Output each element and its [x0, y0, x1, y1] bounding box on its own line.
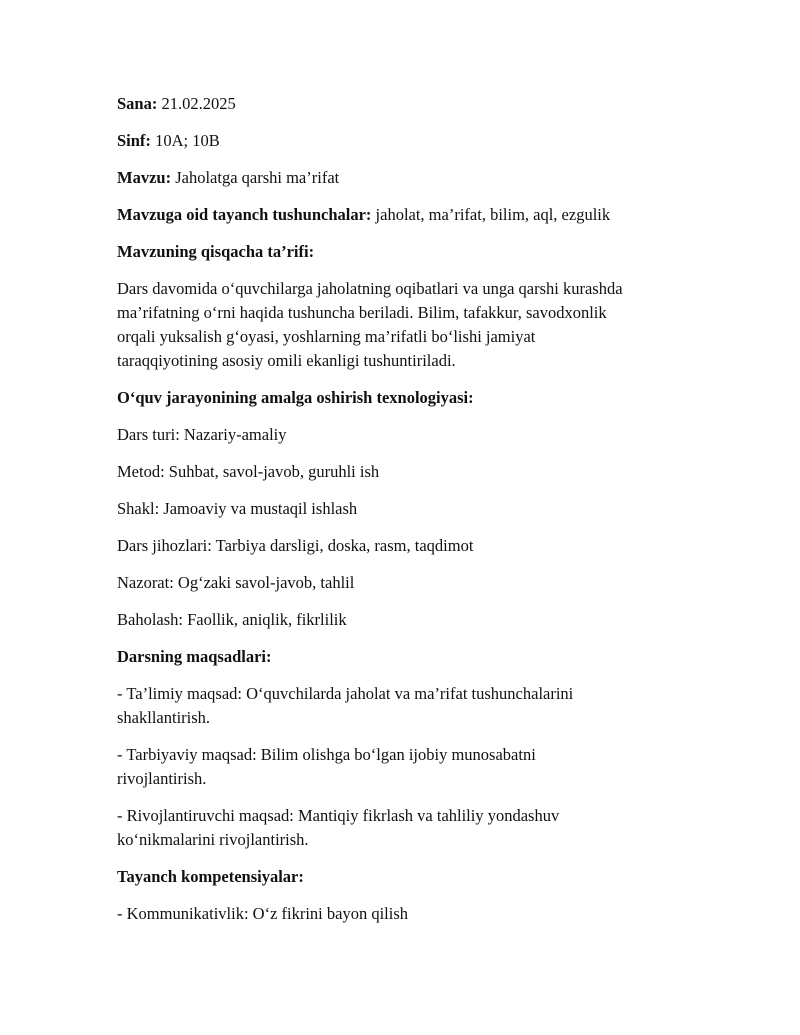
summary-line: taraqqiyotining asosiy omili ekanligi tushuntiriladi. [117, 351, 456, 370]
lesson-type: Dars turi: Nazariy-amaliy [117, 425, 287, 444]
control: Nazorat: Og‘zaki savol-javob, tahlil [117, 573, 355, 592]
date-label: Sana: [117, 94, 158, 113]
date-value: 21.02.2025 [157, 94, 236, 113]
goal-developmental [117, 804, 697, 852]
goal-educational [117, 682, 697, 730]
equipment: Dars jihozlari: Tarbiya darsligi, doska, rasm, taqdimot [117, 536, 474, 555]
document-page [117, 92, 697, 939]
goal-line: shakllantirish. [117, 708, 211, 727]
class-value: 10A; 10B [150, 131, 220, 150]
class-line [117, 129, 697, 153]
summary-paragraph [117, 277, 697, 373]
goals-heading: Darsning maqsadlari: [117, 647, 272, 666]
key-concepts-label: Mavzuga oid tayanch tushunchalar: [117, 205, 372, 224]
key-concepts-line [117, 203, 697, 227]
class-label: Sinf: [117, 131, 151, 150]
goal-line: - Tarbiyaviy maqsad: Bilim olishga bo‘lgan ijobiy munosabatni [117, 745, 536, 764]
goal-line: rivojlantirish. [117, 769, 207, 788]
goal-upbringing [117, 743, 697, 791]
summary-line: ma’rifatning o‘rni haqida tushuncha beriladi. Bilim, tafakkur, savodxonlik [117, 303, 607, 322]
technology-heading: O‘quv jarayonining amalga oshirish texnologiyasi: [117, 388, 474, 407]
summary-line: Dars davomida o‘quvchilarga jaholatning oqibatlari va unga qarshi kurashda [117, 279, 623, 298]
topic-label: Mavzu: [117, 168, 172, 187]
assessment: Baholash: Faollik, aniqlik, fikrlilik [117, 610, 347, 629]
method: Metod: Suhbat, savol-javob, guruhli ish [117, 462, 380, 481]
goal-line: - Rivojlantiruvchi maqsad: Mantiqiy fikrlash va tahliliy yondashuv [117, 806, 560, 825]
topic-value: Jaholatga qarshi ma’rifat [171, 168, 340, 187]
topic-line [117, 166, 697, 190]
form: Shakl: Jamoaviy va mustaqil ishlash [117, 499, 358, 518]
goal-line: - Ta’limiy maqsad: O‘quvchilarda jaholat va ma’rifat tushunchalarini [117, 684, 574, 703]
competencies-heading: Tayanch kompetensiyalar: [117, 867, 304, 886]
summary-line: orqali yuksalish g‘oyasi, yoshlarning ma’rifatli bo‘lishi jamiyat [117, 327, 536, 346]
competency-item: - Kommunikativlik: O‘z fikrini bayon qilish [117, 904, 409, 923]
key-concepts-value: jaholat, ma’rifat, bilim, aql, ezgulik [371, 205, 611, 224]
summary-heading: Mavzuning qisqacha ta’rifi: [117, 242, 315, 261]
goal-line: ko‘nikmalarini rivojlantirish. [117, 830, 309, 849]
date-line [117, 92, 697, 116]
